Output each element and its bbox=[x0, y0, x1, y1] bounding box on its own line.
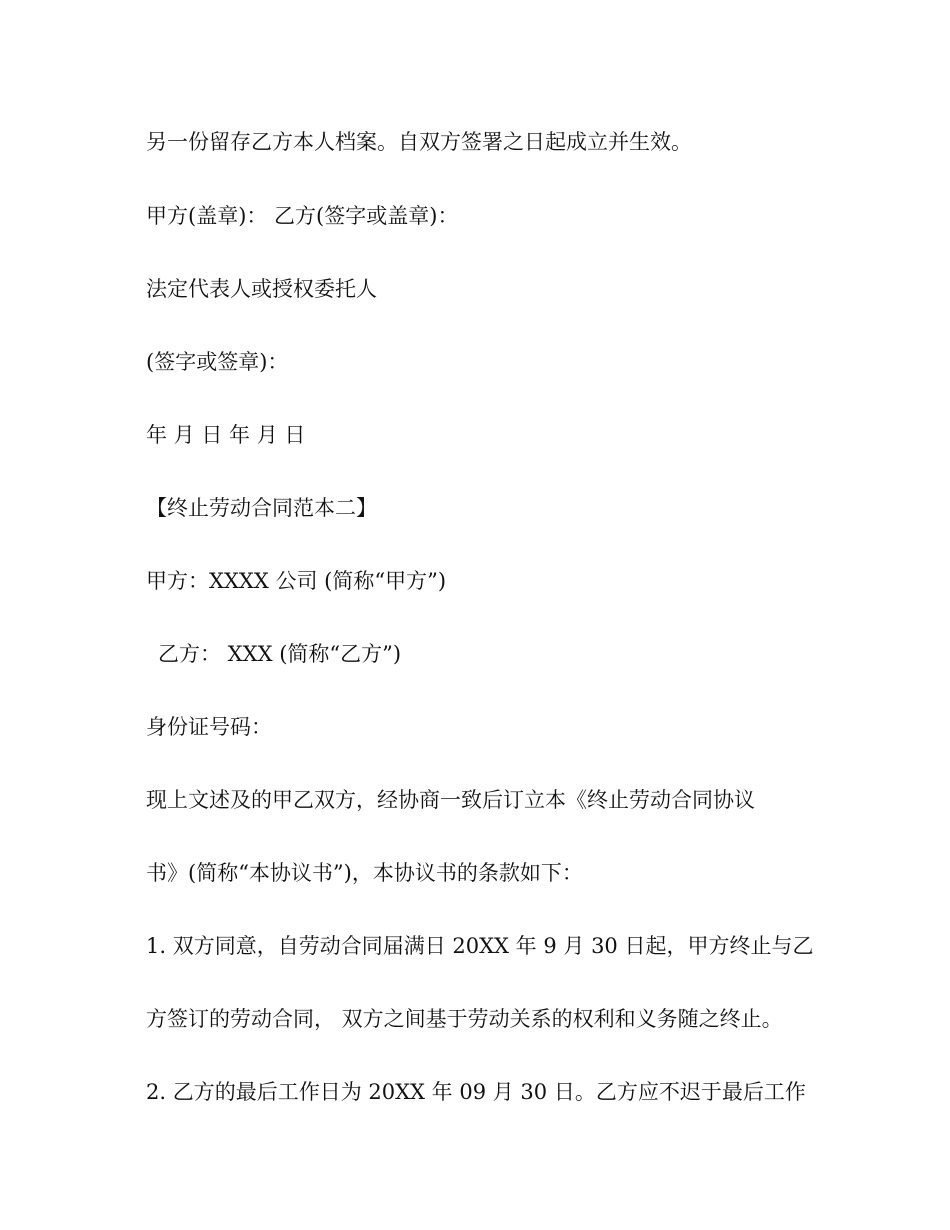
text-line-signature: (签字或签章)： bbox=[146, 350, 289, 374]
text-line-closing: 另一份留存乙方本人档案。自双方签署之日起成立并生效。 bbox=[146, 130, 692, 154]
clause-1-line-2: 方签订的劳动合同， 双方之间基于劳动关系的权利和义务随之终止。 bbox=[146, 1007, 783, 1031]
text-line-signature-parties: 甲方(盖章)： 乙方(签字或盖章)： bbox=[146, 204, 459, 228]
text-line-party-a: 甲方：XXXX 公司 (简称“甲方”) bbox=[146, 569, 447, 593]
text-line-intro-1: 现上文述及的甲乙双方，经协商一致后订立本《终止劳动合同协议 bbox=[146, 788, 755, 812]
text-line-party-b: 乙方： XXX (简称“乙方”) bbox=[158, 642, 402, 666]
clause-2-line-1: 2. 乙方的最后工作日为 20XX 年 09 月 30 日。乙方应不迟于最后工作 bbox=[146, 1080, 806, 1104]
text-line-id-number: 身份证号码： bbox=[146, 715, 272, 739]
text-line-legal-representative: 法定代表人或授权委托人 bbox=[146, 277, 377, 301]
section-heading: 【终止劳动合同范本二】 bbox=[146, 496, 377, 520]
text-line-dates: 年 月 日 年 月 日 bbox=[146, 423, 306, 447]
clause-1-line-1: 1. 双方同意，自劳动合同届满日 20XX 年 9 月 30 日起，甲方终止与乙 bbox=[146, 934, 814, 958]
text-line-intro-2: 书》(简称“本协议书”)，本协议书的条款如下： bbox=[146, 861, 583, 885]
